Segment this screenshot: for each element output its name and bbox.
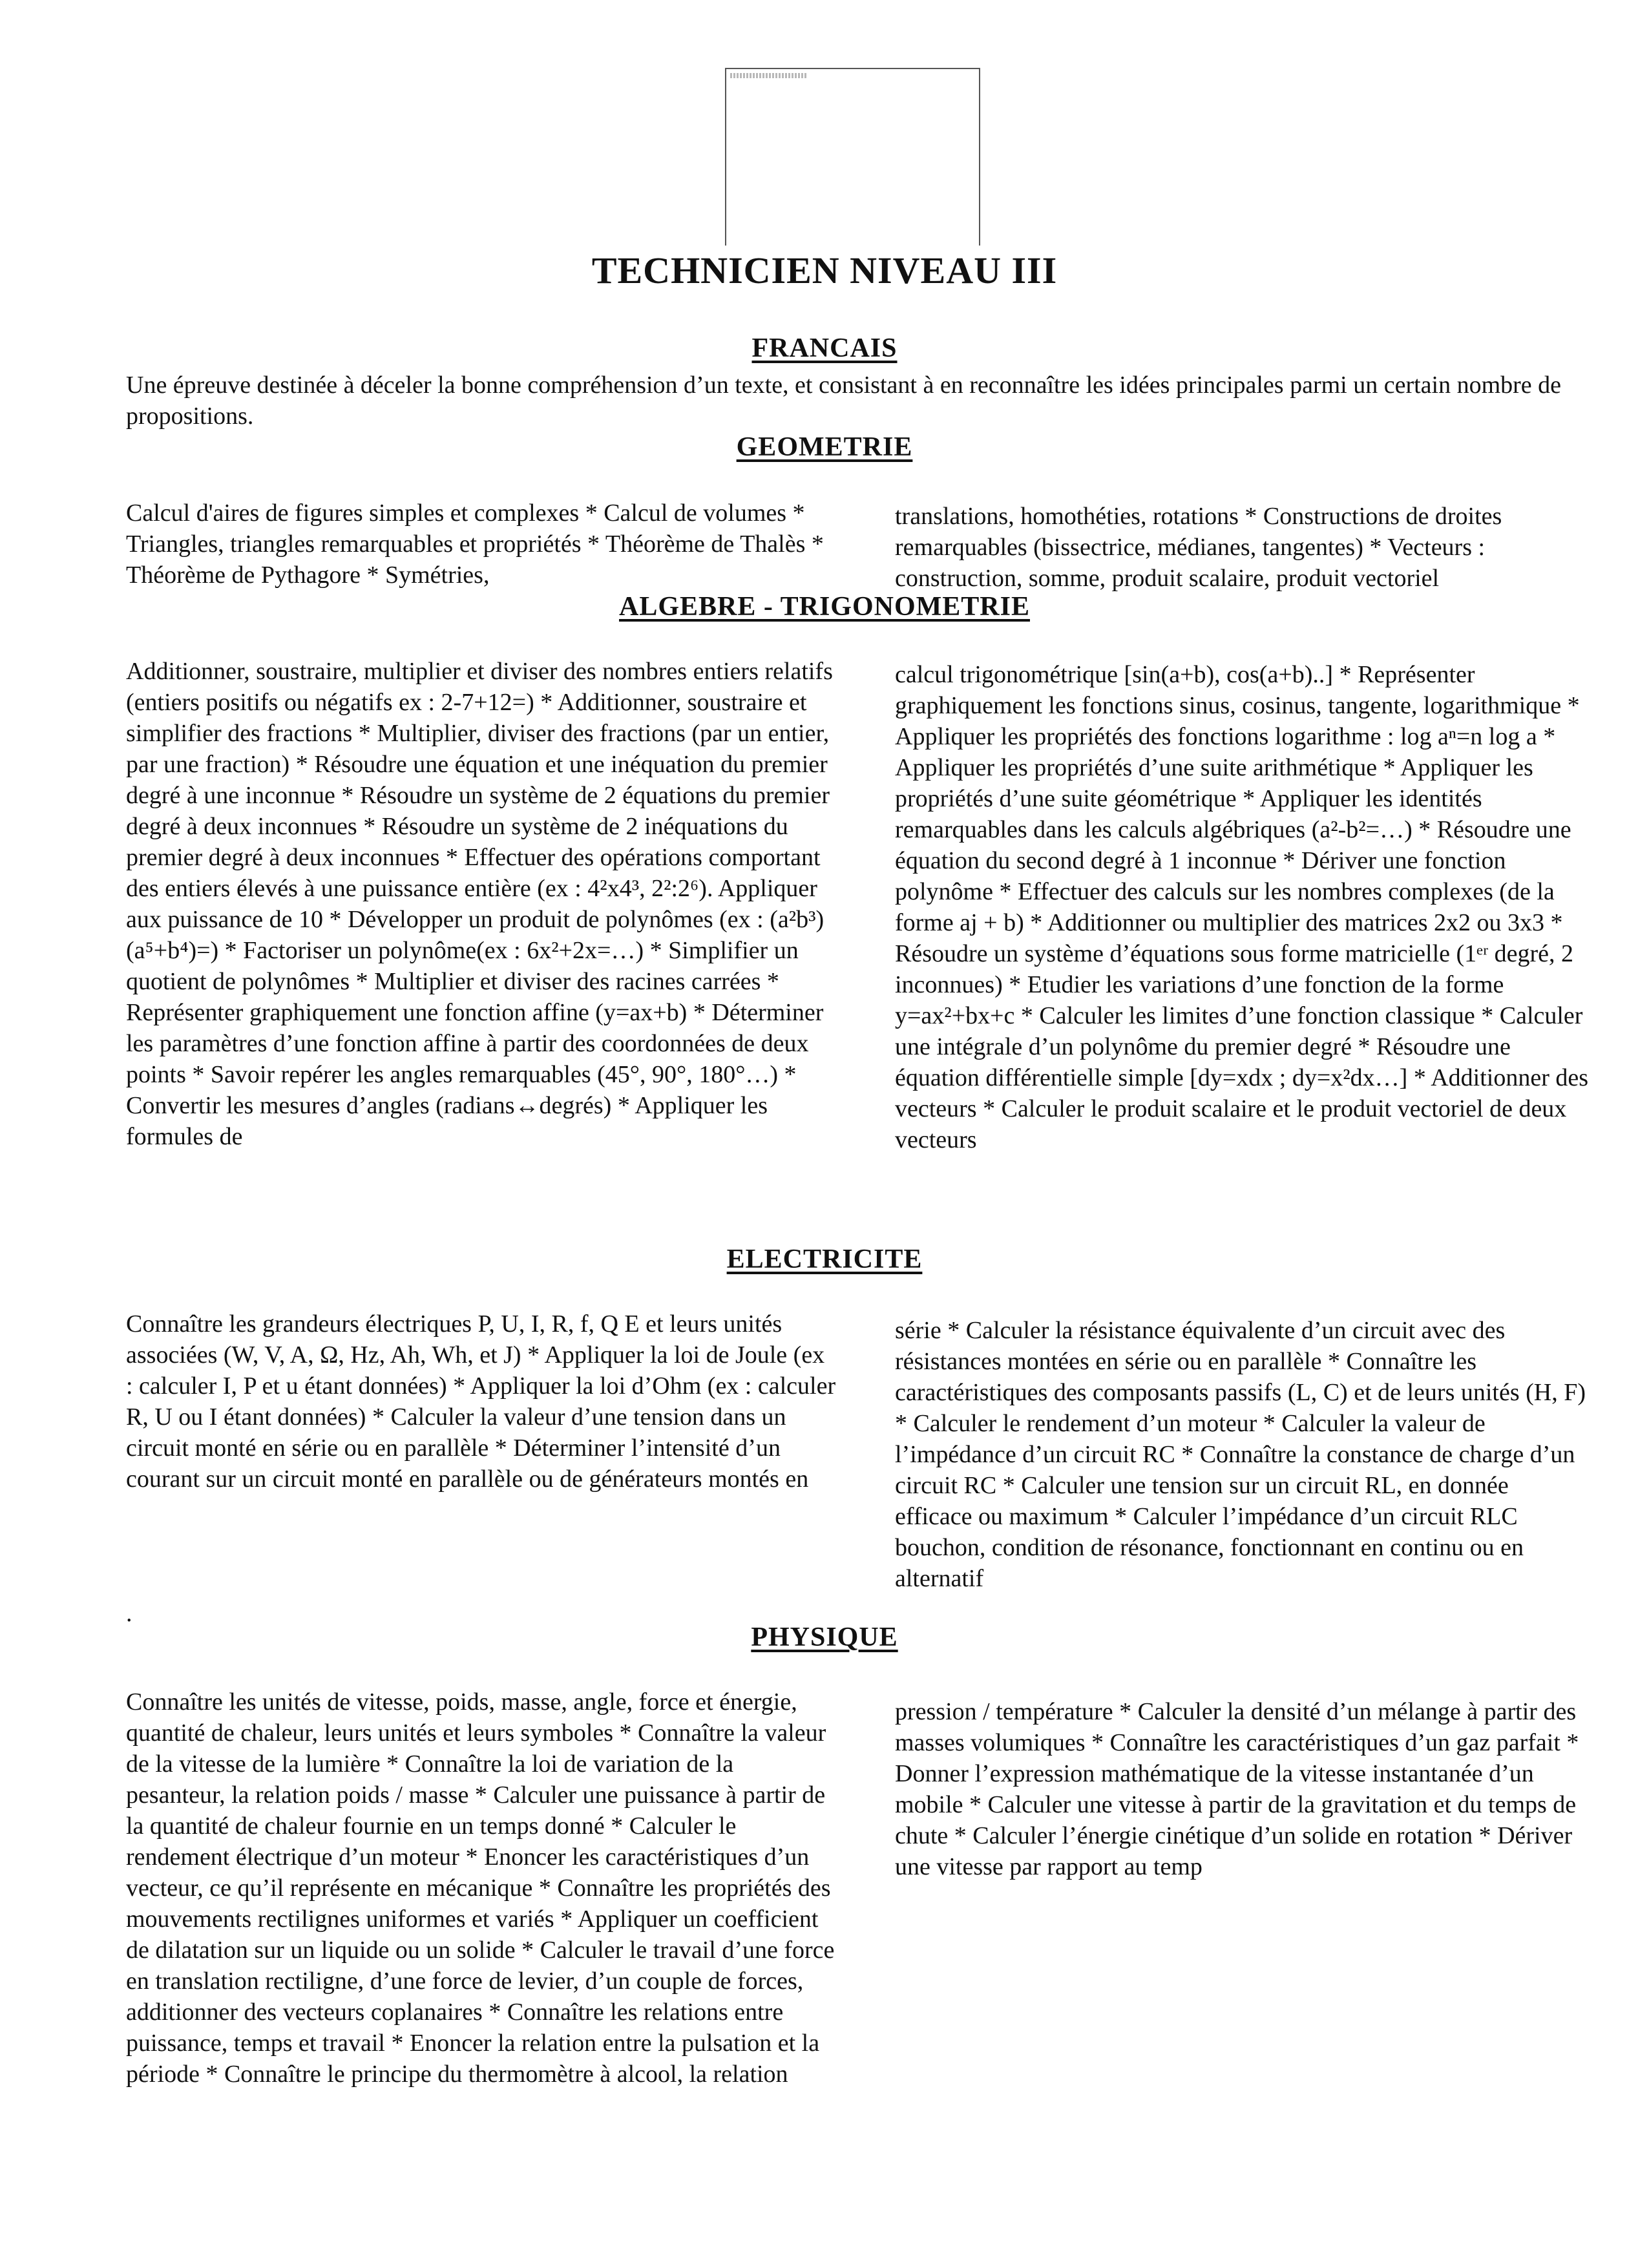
heading-physique: PHYSIQUE	[751, 1622, 898, 1652]
algebre-left-column: Additionner, soustraire, multiplier et diviser des nombres entiers relatifs (entiers positifs ou négatifs ex : 2-7+12=) * Additionner, soustraire et simplifier des fractions * Multiplier, diviser des fractions (par un entier, par une fraction) * Résoudre une équation et une inéquation du premier degré à une inconnue * Résoudre un système de 2 équations du premier degré à deux inconnues * Résoudre un système de 2 inéquations du premier degré à deux inconnues * Effectuer des opérations comportant des entiers élevés à une puissance entière (ex : 4²x4³, 2²:2⁶). Appliquer aux puissance de 10 * Développer un produit de polynômes (ex : (a²b³)(a⁵+b⁴)=) * Factoriser un polynôme(ex : 6x²+2x=…) * Simplifier un quotient de polynômes * Multiplier et diviser des racines carrées * Représenter graphiquement une fonction affine (y=ax+b) * Déterminer les paramètres d’une fonction affine à partir des coordonnées de deux points * Savoir repérer les angles remarquables (45°, 90°, 180°…) * Convertir les mesures d’angles (radians↔degrés) * Appliquer les formules de	[126, 658, 833, 1150]
physique-right-column: pression / température * Calculer la densité d’un mélange à partir des masses volumiques * Connaître les caractéristiques d’un gaz parfait * Donner l’expression mathématique de la vitesse instantanée d’un mobile * Calculer une vitesse à partir de la gravitation et du temps de chute * Calculer l’énergie cinétique d’un solide en rotation * Dériver une vitesse par rapport au temp	[895, 1698, 1579, 1880]
geometrie-right-column: translations, homothéties, rotations * Constructions de droites remarquables (bissectrice, médianes, tangentes) * Vecteurs : construction, somme, produit scalaire, produit vectoriel	[895, 503, 1502, 592]
physique-left-column: Connaître les unités de vitesse, poids, masse, angle, force et énergie, quantité de chaleur, leurs unités et leurs symboles * Connaître la valeur de la vitesse de la lumière * Connaître la loi de variation de la pesanteur, la relation poids / masse * Calculer une puissance à partir de la quantité de chaleur fournie en un temps donné * Calculer le rendement électrique d’un moteur * Enoncer les caractéristiques d’un vecteur, ce qu’il représente en mécanique * Connaître les propriétés des mouvements rectilignes uniformes et variés * Appliquer un coefficient de dilatation sur un liquide ou un solide * Calculer le travail d’une force en translation rectiligne, d’une force de levier, d’un couple de forces, additionner des vecteurs coplanaires * Connaître les relations entre puissance, temps et travail * Enoncer la relation entre la pulsation et la période * Connaître le principe du thermomètre à alcool, la relation	[126, 1688, 835, 2088]
algebre-right-column: calcul trigonométrique [sin(a+b), cos(a+b)..] * Représenter graphiquement les fonctions sinus, cosinus, tangente, logarithmique * Appliquer les propriétés des fonctions logarithme : log aⁿ=n log a * Appliquer les propriétés d’une suite arithmétique * Appliquer les propriétés d’une suite géométrique * Appliquer les identités remarquables dans les calculs algébriques (a²-b²=…) * Résoudre une équation du second degré à 1 inconnue * Dériver une fonction polynôme * Effectuer des calculs sur les nombres complexes (de la forme aj + b) * Additionner ou multiplier des matrices 2x2 ou 3x3 * Résoudre un système d’équations sous forme matricielle (1ᵉʳ degré, 2 inconnues) * Etudier les variations d’une fonction de la forme y=ax²+bx+c * Calculer les limites d’une fonction classique * Calculer une intégrale d’un polynôme du premier degré * Résoudre une équation différentielle simple [dy=xdx ; dy=x²dx…] * Additionner des vecteurs * Calculer le produit scalaire et le produit vectoriel de deux vecteurs	[895, 661, 1589, 1153]
heading-geometrie: GEOMETRIE	[736, 432, 913, 462]
heading-electricite: ELECTRICITE	[726, 1244, 923, 1274]
stray-dot: .	[126, 1600, 132, 1627]
page-title: TECHNICIEN NIVEAU III	[591, 249, 1058, 291]
geometrie-left-column: Calcul d'aires de figures simples et complexes * Calcul de volumes * Triangles, triangles remarquables et propriétés * Théorème de Thalès * Théorème de Pythagore * Symétries,	[126, 499, 824, 589]
electricite-left-column: Connaître les grandeurs électriques P, U, I, R, f, Q E et leurs unités associées (W, V, A, Ω, Hz, Ah, Wh, et J) * Appliquer la loi de Joule (ex : calculer I, P et u étant données) * Appliquer la loi d’Ohm (ex : calculer R, U ou I étant données) * Calculer la valeur d’une tension dans un circuit monté en série ou en parallèle * Déterminer l’intensité d’un courant sur un circuit monté en parallèle ou de générateurs montés en	[126, 1310, 836, 1493]
francais-text: Une épreuve destinée à déceler la bonne compréhension d’un texte, et consistant à en reconnaître les idées principales parmi un certain nombre de propositions.	[126, 372, 1562, 430]
logo-frame	[725, 68, 980, 246]
electricite-right-column: série * Calculer la résistance équivalente d’un circuit avec des résistances montées en série ou en parallèle * Connaître les caractéristiques des composants passifs (L, C) et de leurs unités (H, F) * Calculer le rendement d’un moteur * Calculer la valeur de l’impédance d’un circuit RC * Connaître la constance de charge d’un circuit RC * Calculer une tension sur un circuit RL, en donnée efficace ou maximum * Calculer l’impédance d’un circuit RLC bouchon, condition de résonance, fonctionnant en continu ou en alternatif	[895, 1317, 1586, 1592]
logo-placeholder	[730, 73, 808, 78]
heading-algebre-trigonometrie: ALGEBRE - TRIGONOMETRIE	[619, 592, 1030, 622]
heading-francais: FRANCAIS	[751, 333, 898, 363]
